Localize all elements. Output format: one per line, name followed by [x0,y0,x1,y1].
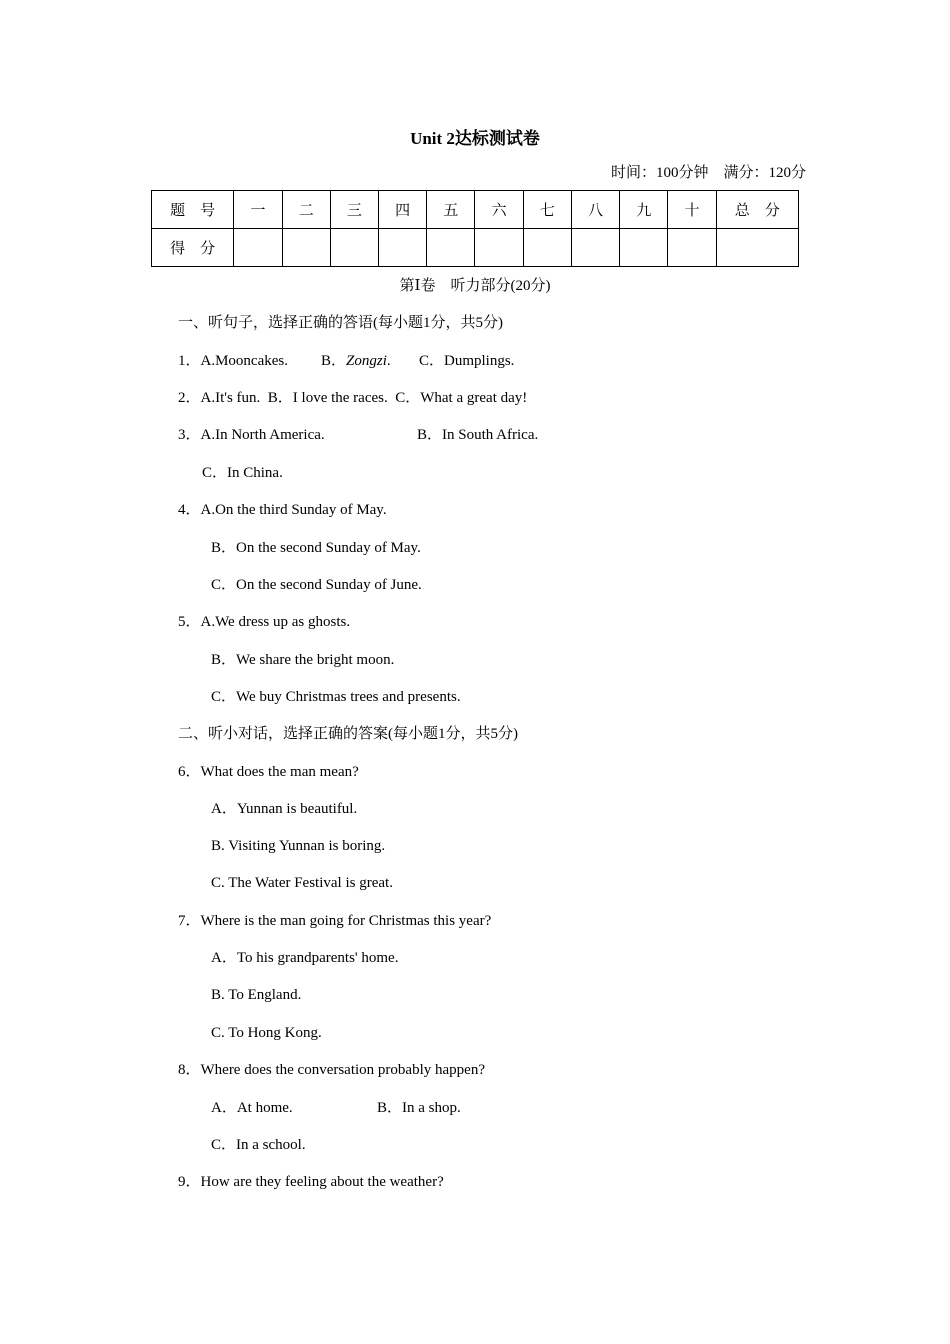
q3-option-b: B．In South Africa. [417,427,539,443]
q1-option-a: 1．A.Mooncakes. [178,353,288,369]
exam-meta: 时间：100分钟 满分：120分 [610,165,806,181]
score-cell[interactable] [282,229,330,267]
table-cell: 总 分 [716,191,798,229]
score-cell[interactable] [234,229,282,267]
score-cell[interactable] [668,229,716,267]
q8-option-b: B．In a shop. [377,1100,461,1116]
table-cell: 得 分 [152,229,234,267]
score-cell[interactable] [330,229,378,267]
q8-question: 8．Where does the conversation probably happen? [178,1062,485,1078]
score-cell[interactable] [523,229,571,267]
q2-options: 2．A.It's fun. B．I love the races. C．What a great day! [178,390,528,406]
score-table [151,190,799,267]
page-title: Unit 2达标测试卷 [410,129,540,148]
q7-option-b: B. To England. [211,987,302,1003]
q1-option-b [321,351,391,371]
table-cell: 九 [620,191,668,229]
part-title: 第Ⅰ卷 听力部分(20分) [399,278,551,294]
score-table-score-row [152,229,799,267]
q3-option-c: C．In China. [202,465,283,481]
q4-option-c: C．On the second Sunday of June. [211,577,422,593]
q8-option-c: C．In a school. [211,1137,306,1153]
q4-option-a: 4．A.On the third Sunday of May. [178,502,387,518]
section2-heading: 二、听小对话，选择正确的答案(每小题1分，共5分) [178,726,518,742]
q5-option-c: C．We buy Christmas trees and presents. [211,689,461,705]
q4-option-b: B．On the second Sunday of May. [211,540,421,556]
table-cell: 四 [379,191,427,229]
section1-heading: 一、听句子，选择正确的答语(每小题1分，共5分) [178,315,503,331]
score-cell[interactable] [716,229,798,267]
q1-option-b-prefix: B． [321,353,347,369]
score-cell[interactable] [427,229,475,267]
q7-option-c: C. To Hong Kong. [211,1025,322,1041]
table-cell: 十 [668,191,716,229]
score-table-header-row [152,191,799,229]
q5-option-b: B．We share the bright moon. [211,652,395,668]
q6-question: 6．What does the man mean? [178,764,359,780]
q3-option-a: 3．A.In North America. [178,427,325,443]
q7-question: 7．Where is the man going for Christmas this year? [178,913,492,929]
score-cell[interactable] [475,229,523,267]
q6-option-a: A．Yunnan is beautiful. [211,801,358,817]
table-cell: 一 [234,191,282,229]
q6-option-c: C. The Water Festival is great. [211,875,393,891]
q1-option-b-suffix: . [386,353,391,369]
q8-option-a: A．At home. [211,1100,293,1116]
table-cell: 五 [427,191,475,229]
table-cell: 二 [282,191,330,229]
score-cell[interactable] [571,229,619,267]
score-cell[interactable] [620,229,668,267]
table-cell: 八 [571,191,619,229]
q1-option-c: C．Dumplings. [419,353,515,369]
q1-option-b-italic: Zongzi [346,353,387,369]
table-cell: 七 [523,191,571,229]
q6-option-b: B. Visiting Yunnan is boring. [211,838,386,854]
q7-option-a: A．To his grandparents' home. [211,950,399,966]
score-cell[interactable] [379,229,427,267]
table-cell: 三 [330,191,378,229]
table-cell: 题 号 [152,191,234,229]
table-cell: 六 [475,191,523,229]
q9-question: 9．How are they feeling about the weather? [178,1174,444,1190]
q5-option-a: 5．A.We dress up as ghosts. [178,614,351,630]
